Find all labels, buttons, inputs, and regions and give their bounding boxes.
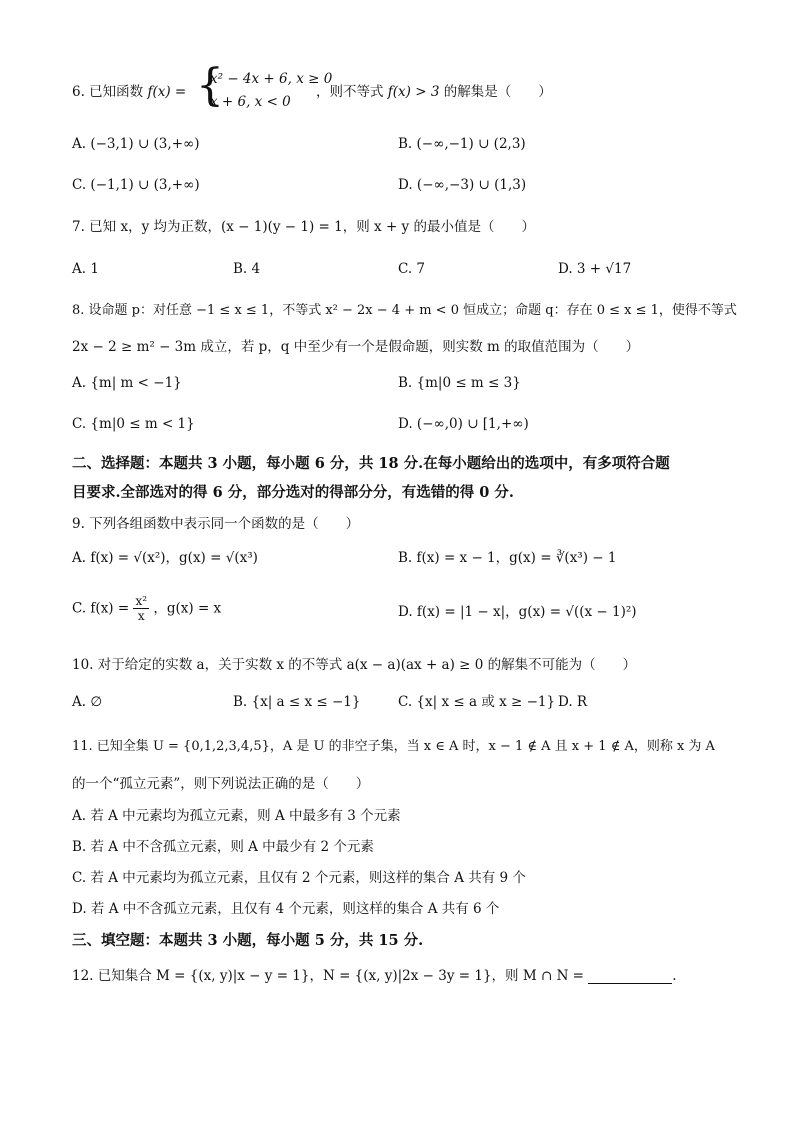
- q9-option-a: A. f(x) = √(x²)，g(x) = √(x³): [72, 550, 258, 566]
- q9-stem: 9. 下列各组函数中表示同一个函数的是（ ）: [72, 516, 360, 532]
- q10-stem: 10. 对于给定的实数 a，关于实数 x 的不等式 a(x − a)(ax + a) ≥ 0 的解集不可能为（ ）: [72, 657, 637, 673]
- q6-piece1: x² − 4x + 6, x ≥ 0: [210, 71, 333, 87]
- q12-line: [72, 968, 677, 984]
- brace-glyph: {: [196, 60, 224, 111]
- answer-blank[interactable]: [588, 969, 672, 984]
- q6-option-b: B. (−∞,−1) ∪ (2,3): [398, 136, 526, 152]
- q11-line1: 11. 已知全集 U = {0,1,2,3,4,5}，A 是 U 的非空子集，当 x ∈ A 时，x − 1 ∉ A 且 x + 1 ∉ A，则称 x 为 A: [72, 739, 715, 754]
- q6-stem: [72, 84, 186, 100]
- fraction-numerator: x²: [135, 594, 148, 608]
- q8-line2: 2x − 2 ≥ m² − 3m 成立，若 p，q 中至少有一个是假命题，则实数 m 的取值范围为（ ）: [72, 339, 640, 355]
- q11-option-d: D. 若 A 中不含孤立元素，且仅有 4 个元素，则这样的集合 A 共有 6 个: [72, 901, 500, 917]
- q7-stem: 7. 已知 x，y 均为正数，(x − 1)(y − 1) = 1，则 x + y 的最小值是（ ）: [72, 219, 535, 235]
- q10-option-d: D. R: [558, 694, 588, 710]
- q8-option-d: D. (−∞,0) ∪ [1,+∞): [398, 416, 529, 432]
- q12-end: .: [672, 968, 677, 984]
- q6-stem-tail: [316, 84, 552, 100]
- q6-stem-a: 6. 已知函数: [72, 84, 144, 100]
- section3-title: 三、填空题：本题共 3 小题，每小题 5 分，共 15 分.: [72, 932, 424, 949]
- q11-option-b: B. 若 A 中不含孤立元素，则 A 中最少有 2 个元素: [72, 839, 374, 855]
- q9-option-b: B. f(x) = x − 1，g(x) = ∛(x³) − 1: [398, 550, 617, 566]
- q6-stem-c: 的解集是（ ）: [443, 84, 552, 100]
- q10-option-b: B. {x| a ≤ x ≤ −1}: [233, 694, 361, 710]
- q7-option-c: C. 7: [398, 261, 426, 277]
- q9-option-c-suffix: ，g(x) = x: [153, 600, 222, 617]
- q10-option-c: C. {x| x ≤ a 或 x ≥ −1}: [398, 694, 556, 710]
- q6-func: f(x) =: [147, 84, 187, 100]
- q6-stem-b: ，则不等式: [316, 84, 384, 100]
- q9-option-c-prefix: C. f(x) =: [72, 600, 130, 617]
- q12-stem: 12. 已知集合 M = {(x, y)|x − y = 1}，N = {(x, y)|2x − 3y = 1}，则 M ∩ N =: [72, 968, 584, 984]
- q6-piece2: x + 6, x < 0: [210, 94, 291, 110]
- q8-option-a: A. {m| m < −1}: [72, 375, 182, 391]
- q11-option-c: C. 若 A 中元素均为孤立元素，且仅有 2 个元素，则这样的集合 A 共有 9 个: [72, 870, 526, 886]
- q6-option-c: C. (−1,1) ∪ (3,+∞): [72, 177, 200, 193]
- q8-option-c: C. {m|0 ≤ m < 1}: [72, 416, 195, 432]
- q6-option-d: D. (−∞,−3) ∪ (1,3): [398, 177, 527, 193]
- q8-option-b: B. {m|0 ≤ m ≤ 3}: [398, 375, 521, 391]
- q9-option-c-fraction: [133, 594, 149, 624]
- q9-option-d: D. f(x) = |1 − x|，g(x) = √((x − 1)²): [398, 604, 637, 620]
- q7-option-d: D. 3 + √17: [558, 261, 632, 277]
- q7-option-b: B. 4: [233, 261, 261, 277]
- q6-ineq: f(x) > 3: [387, 84, 440, 100]
- fraction-denominator: x: [137, 609, 145, 624]
- q6-option-a: A. (−3,1) ∪ (3,+∞): [72, 136, 200, 152]
- section2-line1: 二、选择题：本题共 3 小题，每小题 6 分，共 18 分.在每小题给出的选项中，有多项符合题: [72, 455, 670, 472]
- q7-option-a: A. 1: [72, 261, 99, 277]
- q8-line1: 8. 设命题 p：对任意 −1 ≤ x ≤ 1，不等式 x² − 2x − 4 + m < 0 恒成立；命题 q：存在 0 ≤ x ≤ 1，使得不等式: [72, 303, 737, 318]
- section2-line2: 目要求.全部选对的得 6 分，部分选对的得部分分，有选错的得 0 分.: [72, 484, 514, 501]
- q9-option-c: [72, 594, 221, 624]
- q6-piecewise: [196, 60, 333, 111]
- q10-option-a: A. ∅: [72, 694, 103, 710]
- q11-option-a: A. 若 A 中元素均为孤立元素，则 A 中最多有 3 个元素: [72, 808, 401, 824]
- q11-line2: 的一个“孤立元素”，则下列说法正确的是（ ）: [72, 776, 370, 792]
